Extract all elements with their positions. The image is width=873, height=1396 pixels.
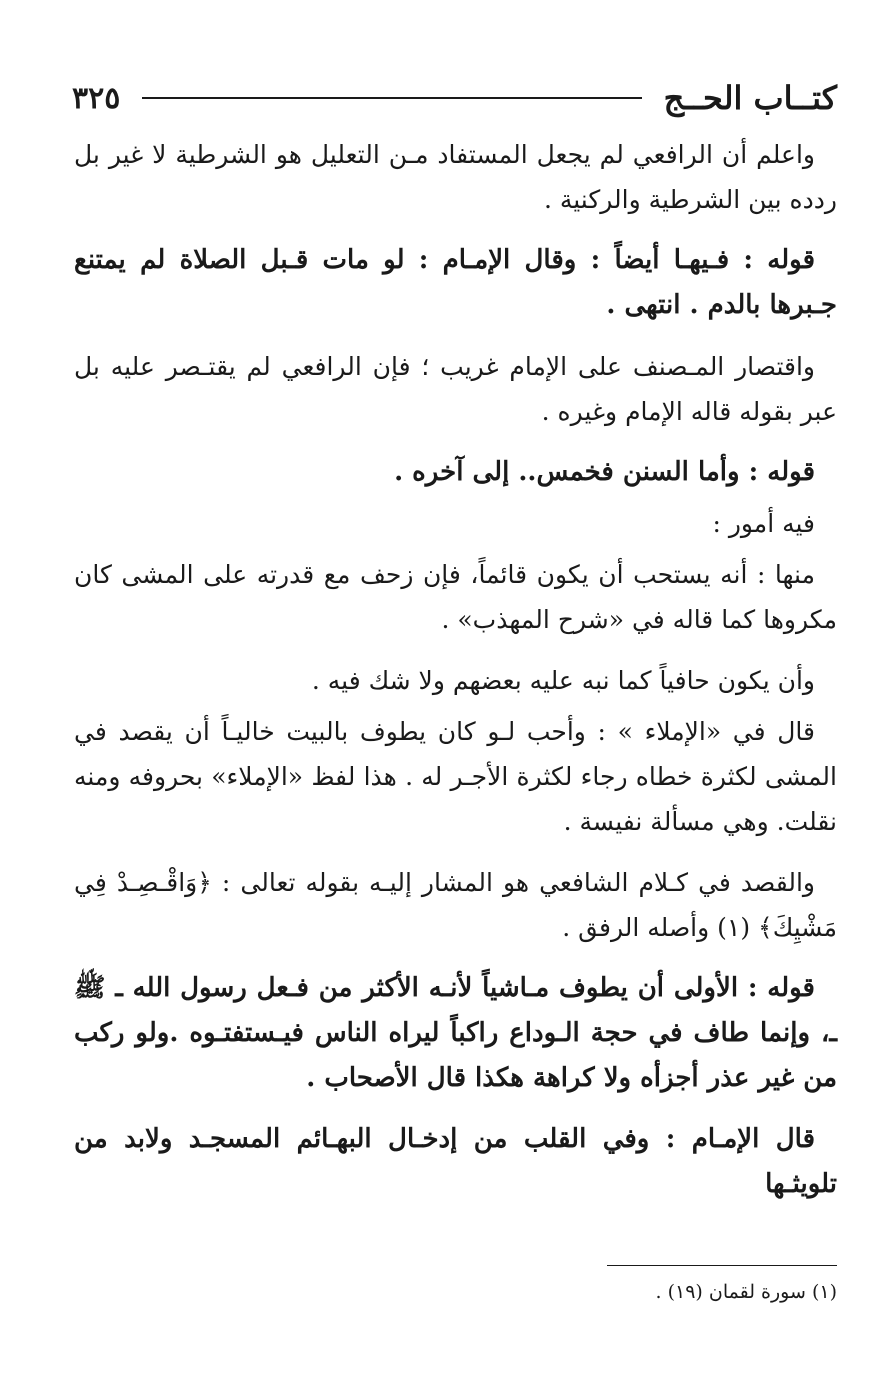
paragraph-8: قال في «الإملاء » : وأحب لـو كان يطوف بالبيت خاليـاً أن يقصد في المشى لكثرة خطاه رجاء لكثرة الأجـر له . هذا لفظ «الإملاء» بحروفه ومنه نقلت. وهي مسألة نفيسة . — [74, 717, 837, 836]
page-number: ٣٢٥ — [72, 80, 121, 116]
paragraph-5: فيه أمور : — [712, 509, 815, 538]
footnote-divider — [607, 1265, 837, 1266]
paragraph-9: والقصد في كـلام الشافعي هو المشار إليـه بقوله تعالى : ﴿وَاقْـصِـدْ فِي مَشْيِكَ﴾ (١) وأصله الرفق . — [74, 868, 837, 942]
paragraph-1: واعلم أن الرافعي لم يجعل المستفاد مـن التعليل هو الشرطية لا غير بل ردده بين الشرطية والركنية . — [74, 140, 837, 214]
paragraph-2: قوله : فـيهـا أيضاً : وقال الإمـام : لو مات قـبل الصلاة لم يمتنع جـبرها بالدم . انتهى . — [74, 245, 837, 320]
paragraph-7: وأن يكون حافياً كما نبه عليه بعضهم ولا شك فيه . — [311, 666, 815, 695]
paragraph-10: قوله : الأولى أن يطوف مـاشياً لأنـه الأكثر من فـعل رسول الله ـ ﷺ ـ، وإنما طاف في حجة الـوداع راكباً ليراه الناس فيـستفتـوه .ولو ركب من غير عذر أجزأه ولا كراهة هكذا قال الأصحاب . — [74, 973, 837, 1093]
paragraph-4: قوله : وأما السنن فخمس.. إلى آخره . — [394, 457, 815, 487]
paragraph-6: منها : أنه يستحب أن يكون قائماً، فإن زحف مع قدرته على المشى كان مكروها كما قاله في «شرح المهذب» . — [74, 560, 837, 634]
chapter-title: كتــاب الحــج — [663, 79, 837, 117]
paragraph-3: واقتصار المـصنف على الإمام غريب ؛ فإن الرافعي لم يقتـصر عليه بل عبر بقوله قاله الإمام وغيره . — [74, 352, 837, 426]
header-divider — [142, 97, 641, 99]
footnote: (١) سورة لقمان (١٩) . — [655, 1281, 837, 1303]
page-header — [72, 72, 837, 124]
page-body — [74, 132, 837, 1223]
paragraph-11: قال الإمـام : وفي القلب من إدخـال البهـائم المسجـد ولابد من تلويثـها — [74, 1124, 837, 1199]
